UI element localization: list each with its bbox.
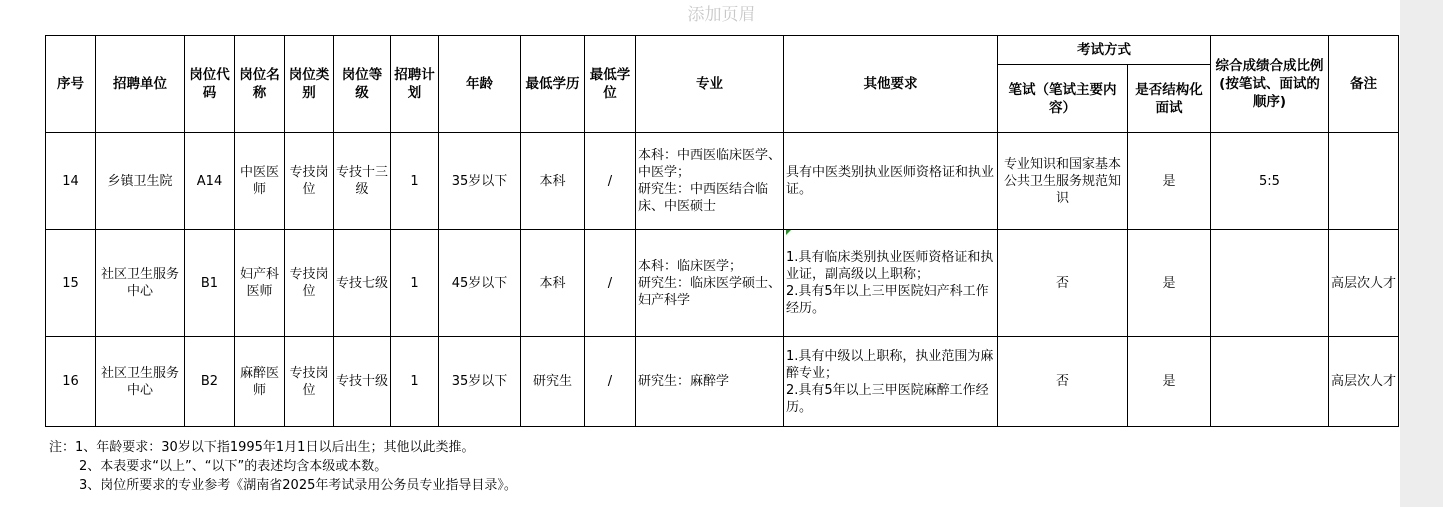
footnote-line: 注：1、年龄要求：30岁以下指1995年1月1日以后出生；其他以此类推。 <box>49 440 475 455</box>
cell-code: A14 <box>185 133 235 230</box>
cell-code: B2 <box>185 337 235 427</box>
cell-major <box>636 133 784 230</box>
cell-ratio <box>1211 230 1329 337</box>
cell-written: 否 <box>998 230 1128 337</box>
header-seq: 序号 <box>46 36 96 133</box>
other-line: 2.具有5年以上三甲医院麻醉工作经历。 <box>786 382 989 415</box>
table-row <box>46 230 1399 337</box>
header-other: 其他要求 <box>784 36 998 133</box>
cell-major <box>636 230 784 337</box>
other-line: 2.具有5年以上三甲医院妇产科工作经历。 <box>786 284 989 316</box>
cell-other <box>784 230 998 337</box>
major-line: 本科：中西医临床医学、中医学； <box>638 148 782 180</box>
other-line: 具有中医类别执业医师资格证和执业证。 <box>786 165 995 197</box>
cell-remark <box>1329 133 1399 230</box>
cell-ratio <box>1211 337 1329 427</box>
major-line: 研究生：麻醉学 <box>638 374 730 389</box>
cell-edu: 研究生 <box>521 337 585 427</box>
cell-plan: 1 <box>391 230 439 337</box>
cell-age: 35岁以下 <box>439 337 521 427</box>
cell-grade: 专技十级 <box>334 337 391 427</box>
table-row <box>46 337 1399 427</box>
add-header-placeholder[interactable]: 添加页眉 <box>687 5 756 25</box>
cell-code: B1 <box>185 230 235 337</box>
cell-category: 专技岗位 <box>285 337 334 427</box>
cell-name: 中医医师 <box>235 133 285 230</box>
table-row <box>46 133 1399 230</box>
header-exam: 考试方式 <box>998 36 1211 65</box>
cell-age: 35岁以下 <box>439 133 521 230</box>
cell-remark: 高层次人才 <box>1329 337 1399 427</box>
header-degree: 最低学位 <box>585 36 636 133</box>
cell-age: 45岁以下 <box>439 230 521 337</box>
cell-plan: 1 <box>391 133 439 230</box>
header-category: 岗位类别 <box>285 36 334 133</box>
cell-grade: 专技七级 <box>334 230 391 337</box>
recruitment-table <box>45 35 1399 427</box>
header-ratio: 综合成绩合成比例(按笔试、面试的顺序) <box>1211 36 1329 133</box>
cell-grade: 专技十三级 <box>334 133 391 230</box>
header-unit: 招聘单位 <box>96 36 185 133</box>
footnote-line: 3、岗位所要求的专业参考《湖南省2025年考试录用公务员专业指导目录》。 <box>79 478 517 493</box>
header-name: 岗位名称 <box>235 36 285 133</box>
cell-unit: 社区卫生服务中心 <box>96 230 185 337</box>
footnotes <box>49 438 517 495</box>
cell-edu: 本科 <box>521 133 585 230</box>
cell-seq: 16 <box>46 337 96 427</box>
cell-structured: 是 <box>1128 230 1211 337</box>
cell-edu: 本科 <box>521 230 585 337</box>
cell-name: 妇产科医师 <box>235 230 285 337</box>
cell-category: 专技岗位 <box>285 230 334 337</box>
cell-other <box>784 133 998 230</box>
page-margin-shade <box>1400 0 1443 507</box>
header-written: 笔试（笔试主要内容） <box>998 65 1128 133</box>
cell-written: 否 <box>998 337 1128 427</box>
comment-marker-icon <box>786 230 791 235</box>
header-plan: 招聘计划 <box>391 36 439 133</box>
cell-unit: 社区卫生服务中心 <box>96 337 185 427</box>
cell-category: 专技岗位 <box>285 133 334 230</box>
cell-plan: 1 <box>391 337 439 427</box>
header-structured: 是否结构化面试 <box>1128 65 1211 133</box>
cell-degree: / <box>585 337 636 427</box>
major-line: 研究生：中西医结合临床、中医硕士 <box>638 182 769 214</box>
other-line: 1.具有中级以上职称，执业范围为麻醉专业； <box>786 348 994 381</box>
cell-major <box>636 337 784 427</box>
major-line: 研究生：临床医学硕士、妇产科学 <box>638 275 782 308</box>
cell-structured: 是 <box>1128 133 1211 230</box>
cell-structured: 是 <box>1128 337 1211 427</box>
cell-degree: / <box>585 133 636 230</box>
cell-ratio: 5:5 <box>1211 133 1329 230</box>
header-age: 年龄 <box>439 36 521 133</box>
cell-degree: / <box>585 230 636 337</box>
header-remark: 备注 <box>1329 36 1399 133</box>
cell-seq: 14 <box>46 133 96 230</box>
header-major: 专业 <box>636 36 784 133</box>
other-line: 1.具有临床类别执业医师资格证和执业证，副高级以上职称； <box>786 250 994 282</box>
cell-written: 专业知识和国家基本公共卫生服务规范知识 <box>998 133 1128 230</box>
cell-other <box>784 337 998 427</box>
cell-name: 麻醉医师 <box>235 337 285 427</box>
header-edu: 最低学历 <box>521 36 585 133</box>
cell-unit: 乡镇卫生院 <box>96 133 185 230</box>
cell-remark: 高层次人才 <box>1329 230 1399 337</box>
header-grade: 岗位等级 <box>334 36 391 133</box>
footnote-line: 2、本表要求“以上”、“以下”的表述均含本级或本数。 <box>79 459 388 474</box>
cell-seq: 15 <box>46 230 96 337</box>
header-code: 岗位代码 <box>185 36 235 133</box>
major-line: 本科：临床医学； <box>638 258 743 274</box>
